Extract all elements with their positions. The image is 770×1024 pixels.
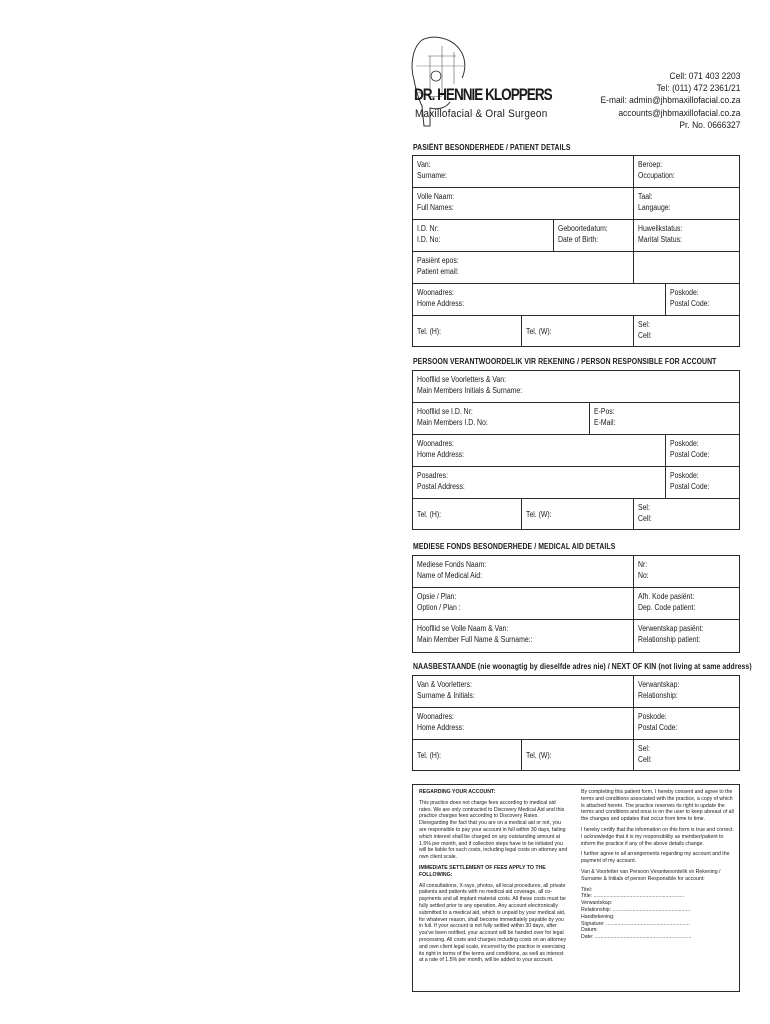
patient-details-form	[412, 155, 740, 347]
surname-field[interactable]: Van: Surname:	[417, 160, 447, 180]
home-address-field[interactable]: Woonadres: Home Address:	[417, 288, 465, 308]
fullnames-field[interactable]: Volle Naam: Full Names:	[417, 192, 455, 212]
practice-number: Pr. No. 0666327	[679, 118, 740, 130]
resp-row-id	[413, 403, 739, 435]
medical-aid-name-field[interactable]: Mediese Fonds Naam: Name of Medical Aid:	[417, 560, 487, 580]
dependant-code-field[interactable]: Afh. Kode pasiënt: Dep. Code patient:	[633, 588, 739, 619]
kin-relationship-field[interactable]: Verwantskap: Relationship:	[633, 676, 739, 707]
resp-cell-field[interactable]: Sel: Cell:	[633, 499, 739, 529]
date-of-birth-field[interactable]: Geboortedatum: Date of Birth:	[553, 220, 633, 251]
id-number-field[interactable]: I.D. Nr: I.D. No:	[417, 224, 441, 244]
signature-field[interactable]: Signature: ..........................................................	[581, 920, 690, 927]
resp-postal-code-field[interactable]: Poskode: Postal Code:	[665, 435, 739, 466]
date-af-label: Datum:	[581, 927, 598, 934]
kin-row-address	[413, 708, 739, 740]
contact-email-accounts: accounts@jhbmaxillofacial.co.za	[617, 106, 740, 118]
patient-row-email	[413, 252, 739, 284]
med-row-name	[413, 556, 739, 588]
terms-heading-settlement: IMMEDIATE SETTLEMENT OF FEES APPLY TO THE FOLLOWING:	[419, 864, 546, 878]
resp-postal-address-field[interactable]: Posadres: Postal Address:	[417, 471, 465, 491]
terms-right-column	[581, 789, 735, 941]
kin-tel-work-field[interactable]: Tel. (W):	[521, 740, 633, 770]
arrangements-text: I further agree to all arrangements regarding my account and the payment of my account.	[581, 851, 730, 865]
member-email-field[interactable]: E-Pos: E-Mail:	[589, 403, 739, 434]
kin-tel-home-field[interactable]: Tel. (H):	[417, 750, 442, 760]
kin-postal-code-field[interactable]: Poskode: Postal Code:	[633, 708, 739, 739]
resp-row-phone	[413, 499, 739, 529]
terms-left-column	[419, 789, 569, 968]
occupation-field[interactable]: Beroep: Occupation:	[633, 156, 739, 187]
tel-work-field[interactable]: Tel. (W):	[521, 316, 633, 346]
terms-heading-account: REGARDING YOUR ACCOUNT:	[419, 789, 496, 795]
patient-email-field[interactable]: Pasiënt epos: Patient email:	[417, 256, 459, 276]
member-initials-surname-field[interactable]: Hoofllid se Voorletters & Van: Main Members Initials & Surname:	[417, 375, 523, 395]
responsible-person-form	[412, 370, 740, 530]
language-field[interactable]: Taal: Langauge:	[633, 188, 739, 219]
terms-settlement-text: All consultations, X-rays, photos, all local procedures, all private patients and patients with no medical aid coverage, all co-payments and all implant material costs. All these costs must be fully settled prior to any operation. Any account electronically submitted to a medical aid, which is unpaid by your medical aid, for whatever reason, shall become immediately payable by you in full. If your account is not fully settled within 30 days, after you've been notified, your account will be handed over for legal processing. All costs and charges including costs on an attorney and own client legal scale, incurred by the practice in exercising its right in terms of the terms and conditions, as well as interest at a rate of 1.5% per month, will be added to your account.	[419, 882, 567, 964]
doctor-name: DR. HENNIE KLOPPERS	[414, 86, 552, 104]
relationship-af-label: Verwantskap:	[581, 900, 613, 907]
resp-row-postal-address	[413, 467, 739, 499]
cell-field[interactable]: Sel: Cell:	[633, 316, 739, 346]
contact-email: E-mail: admin@jhbmaxillofacial.co.za	[600, 94, 740, 106]
resp-home-address-field[interactable]: Woonadres: Home Address:	[417, 439, 465, 459]
kin-row-name	[413, 676, 739, 708]
patient-row-surname	[413, 156, 739, 188]
member-id-field[interactable]: Hoofllid se I.D. Nr: Main Members I.D. No:	[417, 407, 488, 427]
patient-row-address	[413, 284, 739, 316]
relationship-patient-field[interactable]: Verwentskap pasiënt: Relationship patient:	[633, 620, 739, 652]
responsible-section-title: PERSOON VERANTWOORDELIK VIR REKENING / PERSON RESPONSIBLE FOR ACCOUNT	[413, 357, 717, 366]
patient-row-fullnames	[413, 188, 739, 220]
terms-account-text: This practice does not charge fees according to medical aid rates. We are only contracted to Discovery Medical Aid and this practice charges fees according to Discovery Rates. Disregarding the fact that you are on a medical aid or not, you are responsible to pay your account in full within 30 days, failing which interest shall be charged on any outstanding amount at 1.5% per month, and if collection steps have to be initiated you will be liable for such costs, including legal costs on attorney and own client scale.	[419, 799, 568, 861]
relationship-field[interactable]: Relationship: ......................................................	[581, 906, 691, 913]
contact-block	[600, 70, 740, 131]
patient-row-id	[413, 220, 739, 252]
contact-cell: Cell: 071 403 2203	[669, 70, 740, 81]
doctor-specialty: Maxillofacial & Oral Surgeon	[415, 108, 548, 120]
next-of-kin-form	[412, 675, 740, 771]
patient-email-blank	[633, 252, 739, 283]
kin-section-title: NAASBESTAANDE (nie woonagtig by dieselfde adres nie) / NEXT OF KIN (not living at same address)	[413, 662, 752, 671]
marital-status-field[interactable]: Huwelikstatus: Marital Status:	[633, 220, 739, 251]
kin-cell-field[interactable]: Sel: Cell:	[633, 740, 739, 770]
terms-and-consent-box	[412, 784, 740, 992]
medical-section-title: MEDIESE FONDS BESONDERHEDE / MEDICAL AID DETAILS	[413, 542, 616, 551]
option-plan-field[interactable]: Opsie / Plan: Option / Plan :	[417, 592, 461, 612]
patient-section-title: PASIËNT BESONDERHEDE / PATIENT DETAILS	[413, 143, 571, 152]
med-row-plan	[413, 588, 739, 620]
certify-text: I hereby certify that the information on this form is true and correct. I acknowledge that it is my responsibility as member/patient to inform the practice if any of the above details change.	[581, 826, 734, 847]
tel-home-field[interactable]: Tel. (H):	[417, 326, 442, 336]
resp-row-address	[413, 435, 739, 467]
postal-code-field[interactable]: Poskode: Postal Code:	[665, 284, 739, 315]
responsible-person-label: Van & Voorletter van Persoon Verantwoordelik vir Rekening / Surname & Initials of person Responsible for account:	[581, 868, 721, 882]
title-field[interactable]: Title: ...............................................................	[581, 893, 685, 900]
med-row-member	[413, 620, 739, 652]
title-af-label: Titel:	[581, 886, 593, 893]
date-field[interactable]: Date: ...................................................................	[581, 934, 692, 941]
resp-row-member	[413, 371, 739, 403]
medical-aid-form	[412, 555, 740, 653]
resp-tel-work-field[interactable]: Tel. (W):	[521, 499, 633, 529]
patient-row-phone	[413, 316, 739, 346]
resp-tel-home-field[interactable]: Tel. (H):	[417, 509, 442, 519]
main-member-fullname-field[interactable]: Hoofllid se Volle Naam & Van: Main Member Full Name & Surname::	[417, 624, 533, 644]
contact-tel: Tel: (011) 472 2361/21	[656, 82, 740, 94]
medical-aid-number-field[interactable]: Nr: No:	[633, 556, 739, 587]
kin-row-phone	[413, 740, 739, 770]
resp-postal-code-2-field[interactable]: Poskode: Postal Code:	[665, 467, 739, 498]
signature-af-label: Handtekening:	[581, 913, 615, 920]
kin-surname-initials-field[interactable]: Van & Voorletters: Surname & Initials:	[417, 680, 475, 700]
signature-block	[581, 887, 735, 941]
kin-home-address-field[interactable]: Woonadres: Home Address:	[417, 712, 465, 732]
consent-text: By completing this patient form, I hereby consent and agree to the terms and conditions associated with the practice, a copy of which is attached hereto. The practice reserves its right to update the terms and conditions and onus is on the user to keep abreast of all the changes and updates that occur from time to time.	[581, 789, 734, 823]
